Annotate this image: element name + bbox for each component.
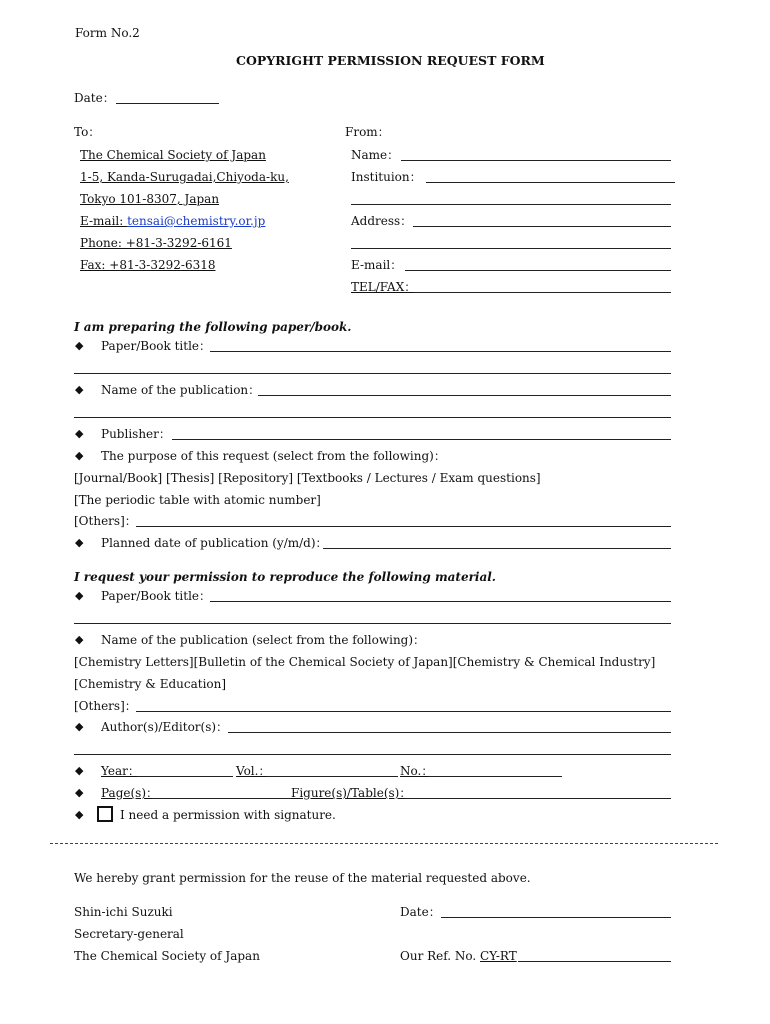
bullet-diamond-icon: ◆ <box>75 808 84 821</box>
rep-authors-label: Author(s)/Editor(s)： <box>101 720 229 734</box>
from-email-label: E-mail： <box>351 258 403 272</box>
prep-planned-date-field[interactable] <box>323 548 671 549</box>
rep-vol-label: Vol.： <box>236 764 271 778</box>
from-name-label: Name： <box>351 148 400 162</box>
prep-purpose-options-2: [The periodic table with atomic number] <box>74 493 321 507</box>
rep-authors-field-2[interactable] <box>74 754 671 755</box>
to-address-line1: 1-5, Kanda-Surugadai,Chiyoda-ku, <box>80 170 289 184</box>
signature-checkbox[interactable] <box>97 806 113 822</box>
rep-publication-options-2: [Chemistry & Education] <box>74 677 227 691</box>
from-address-field-2[interactable] <box>351 248 671 249</box>
bullet-diamond-icon: ◆ <box>75 383 84 396</box>
rep-year-field[interactable] <box>137 776 233 777</box>
bullet-diamond-icon: ◆ <box>75 589 84 602</box>
grant-date-label: Date： <box>400 905 441 919</box>
bullet-diamond-icon: ◆ <box>75 633 84 646</box>
prep-paper-title-field[interactable] <box>210 351 671 352</box>
from-institution-label: Instituion： <box>351 170 422 184</box>
rep-publication-label: Name of the publication (select from the following)： <box>101 633 426 647</box>
prep-publication-field[interactable] <box>258 395 671 396</box>
from-email-field[interactable] <box>405 270 671 271</box>
to-label: To： <box>74 125 101 139</box>
form-number: Form No.2 <box>75 26 140 40</box>
grant-date-field[interactable] <box>441 917 671 918</box>
prep-others-label: [Others]： <box>74 514 137 528</box>
email-prefix: E-mail: <box>80 214 128 228</box>
rep-no-label: No.： <box>400 764 434 778</box>
ref-label: Our Ref. No. <box>400 949 481 963</box>
prep-publication-label: Name of the publication： <box>101 383 261 397</box>
from-address-label: Address： <box>351 214 413 228</box>
prep-planned-date-label: Planned date of publication (y/m/d)： <box>101 536 328 550</box>
rep-paper-title-field[interactable] <box>210 601 671 602</box>
rep-no-field[interactable] <box>428 776 562 777</box>
to-phone: Phone: +81-3-3292-6161 <box>80 236 232 250</box>
prep-publisher-field[interactable] <box>172 439 671 440</box>
form-title: COPYRIGHT PERMISSION REQUEST FORM <box>236 53 545 68</box>
rep-others-label: [Others]： <box>74 699 137 713</box>
rep-vol-field[interactable] <box>266 776 398 777</box>
rep-pages-field[interactable] <box>152 798 291 799</box>
rep-year-label: Year： <box>101 764 140 778</box>
rep-paper-title-label: Paper/Book title： <box>101 589 212 603</box>
to-address-line2: Tokyo 101-8307, Japan <box>80 192 220 206</box>
rep-pages-label: Page(s)： <box>101 786 158 800</box>
signer-title: Secretary-general <box>74 927 184 941</box>
signer-org: The Chemical Society of Japan <box>74 949 260 963</box>
from-label: From： <box>345 125 390 139</box>
to-email <box>80 214 265 228</box>
ref-value: CY-RT <box>480 949 517 963</box>
ref-field[interactable] <box>518 961 671 962</box>
to-org: The Chemical Society of Japan <box>80 148 266 162</box>
ref-no <box>400 949 517 963</box>
rep-publication-options-1: [Chemistry Letters][Bulletin of the Chemical Society of Japan][Chemistry & Chemical Industry] <box>74 655 656 669</box>
rep-paper-title-field-2[interactable] <box>74 623 671 624</box>
bullet-diamond-icon: ◆ <box>75 720 84 733</box>
prep-purpose-options-1: [Journal/Book] [Thesis] [Repository] [Textbooks / Lectures / Exam questions] <box>74 471 541 485</box>
prep-paper-title-field-2[interactable] <box>74 373 671 374</box>
from-institution-field[interactable] <box>426 182 675 183</box>
from-telfax-label: TEL/FAX： <box>351 280 417 294</box>
prep-purpose-label: The purpose of this request (select from the following)： <box>101 449 446 463</box>
date-field[interactable] <box>116 103 219 104</box>
reproduce-heading: I request your permission to reproduce the following material. <box>74 570 496 584</box>
preparing-heading: I am preparing the following paper/book. <box>74 320 352 334</box>
from-address-field[interactable] <box>413 226 671 227</box>
rep-figures-field[interactable] <box>405 798 671 799</box>
signer-name: Shin-ichi Suzuki <box>74 905 173 919</box>
bullet-diamond-icon: ◆ <box>75 339 84 352</box>
rep-figures-label: Figure(s)/Table(s)： <box>291 786 412 800</box>
prep-publication-field-2[interactable] <box>74 417 671 418</box>
signature-checkbox-label: I need a permission with signature. <box>120 808 336 822</box>
cut-line-divider <box>50 843 718 844</box>
from-telfax-field[interactable] <box>413 292 671 293</box>
from-institution-field-2[interactable] <box>351 204 671 205</box>
bullet-diamond-icon: ◆ <box>75 536 84 549</box>
bullet-diamond-icon: ◆ <box>75 786 84 799</box>
email-link[interactable]: tensai@chemistry.or.jp <box>127 214 266 228</box>
to-fax: Fax: +81-3-3292-6318 <box>80 258 216 272</box>
prep-others-field[interactable] <box>136 526 671 527</box>
bullet-diamond-icon: ◆ <box>75 764 84 777</box>
prep-publisher-label: Publisher： <box>101 427 171 441</box>
rep-others-field[interactable] <box>136 711 671 712</box>
bullet-diamond-icon: ◆ <box>75 449 84 462</box>
rep-authors-field[interactable] <box>228 732 671 733</box>
date-label: Date： <box>74 91 115 105</box>
from-name-field[interactable] <box>401 160 671 161</box>
grant-statement: We hereby grant permission for the reuse of the material requested above. <box>74 871 531 885</box>
bullet-diamond-icon: ◆ <box>75 427 84 440</box>
prep-paper-title-label: Paper/Book title： <box>101 339 212 353</box>
